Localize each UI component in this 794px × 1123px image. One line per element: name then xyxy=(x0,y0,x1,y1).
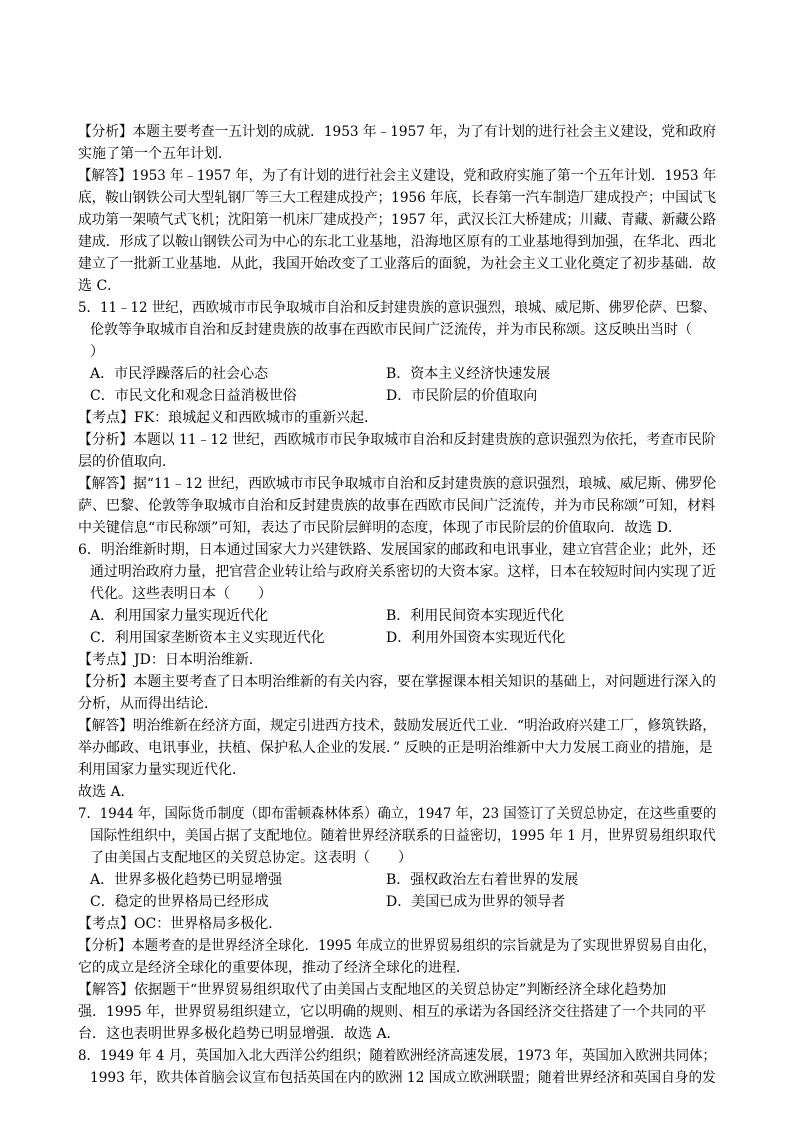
option-a: A．市民浮躁落后的社会心态 xyxy=(90,366,269,382)
option-b: B．利用民间资本实现近代化 xyxy=(386,608,565,624)
solution-line: 故选 A． xyxy=(78,784,135,800)
solution-line: 中关键信息“市民称颂”可知，表达了市民阶层鲜明的态度，体现了市民阶层的价值取向．故选 D． xyxy=(78,520,682,536)
option-a: A．利用国家力量实现近代化 xyxy=(90,608,269,624)
option-d: D．利用外国资本实现近代化 xyxy=(386,630,566,646)
analysis-line: 实施了第一个五年计划． xyxy=(78,146,232,162)
solution-line: 萨、巴黎、伦敦等争取城市自治和反封建贵族的故事在西欧市民间广泛流传，并为市民称颂”可知，材料 xyxy=(78,498,716,514)
solution-line: 建立了一批新工业基地．从此，我国开始改变了工业落后的面貌，为社会主义工业化奠定了初步基础．故 xyxy=(78,256,717,272)
analysis-line: 它的成立是经济全球化的重要体现，推动了经济全球化的进程． xyxy=(78,960,470,976)
question-8-stem: 1993 年，欧共体首脑会议宣布包括英国在内的欧洲 12 国成立欧洲联盟；随着世界经济和英国自身的发 xyxy=(90,1070,716,1086)
solution-line: 【解答】明治维新在经济方面，规定引进西方技术，鼓励发展近代工业．“明治政府兴建工厂，修筑铁路， xyxy=(78,718,717,734)
option-c: C．市民文化和观念日益消极世俗 xyxy=(90,388,297,404)
solution-line: 【解答】1953 年﹣1957 年，为了有计划的进行社会主义建设，党和政府实施了第一个五年计划．1953 年 xyxy=(78,168,717,184)
solution-line: 选 C． xyxy=(78,278,122,294)
knowledge-point-line: 【考点】OC：世界格局多极化． xyxy=(78,916,283,932)
option-a: A．世界多极化趋势已明显增强 xyxy=(90,872,283,888)
question-6-stem: 代化。这些表明日本（ ） xyxy=(90,586,272,602)
question-7-stem: 7．1944 年，国际货币制度（即布雷顿森林体系）确立，1947 年，23 国签订了关贸总协定，在这些重要的 xyxy=(78,806,717,822)
option-c: C．利用国家垄断资本主义实现近代化 xyxy=(90,630,325,646)
solution-line: 台．这也表明世界多极化趋势已明显增强．故选 A． xyxy=(78,1026,401,1042)
option-d: D．市民阶层的价值取向 xyxy=(386,388,538,404)
solution-line: 成功第一架喷气式飞机；沈阳第一机床厂建成投产；1957 年，武汉长江大桥建成；川藏、青藏、新藏公路 xyxy=(78,212,717,228)
solution-line: 【解答】据“11﹣12 世纪，西欧城市市民争取城市自治和反封建贵族的意识强烈，琅城、威尼斯、佛罗伦 xyxy=(78,476,717,492)
option-b: B．强权政治左右着世界的发展 xyxy=(386,872,579,888)
analysis-line: 分析，从而得出结论． xyxy=(78,696,218,712)
analysis-line: 【分析】本题考查的是世界经济全球化．1995 年成立的世界贸易组织的宗旨就是为了实现世界贸易自由化， xyxy=(78,938,717,954)
option-d: D．美国已成为世界的领导者 xyxy=(386,894,566,910)
question-8-stem: 8．1949 年 4 月，英国加入北大西洋公约组织；随着欧洲经济高速发展，1973 年，英国加入欧洲共同体； xyxy=(78,1048,716,1064)
question-7-stem: 国际性组织中，美国占据了支配地位。随着世界经济联系的日益密切，1995 年 1 月，世界贸易组织取代 xyxy=(90,828,716,844)
solution-line: 【解答】依据题干“世界贸易组织取代了由美国占支配地区的关贸总协定”判断经济全球化趋势加 xyxy=(78,982,667,998)
analysis-line: 层的价值取向． xyxy=(78,454,176,470)
analysis-line: 【分析】本题以 11﹣12 世纪，西欧城市市民争取城市自治和反封建贵族的意识强烈为依托，考查市民阶 xyxy=(78,432,716,448)
solution-line: 强．1995 年，世界贸易组织建立，它以明确的规则、相互的承诺为各国经济交往搭建了一个共同的平 xyxy=(78,1004,707,1020)
question-6-stem: 通过明治政府力量，把官营企业转让给与政府关系密切的大资本家。这样，日本在较短时间内实现了近 xyxy=(90,564,717,580)
knowledge-point-line: 【考点】JD：日本明治维新． xyxy=(78,652,263,668)
question-5-stem: 伦敦等争取城市自治和反封建贵族的故事在西欧市民间广泛流传，并为市民称颂。这反映出当时（ xyxy=(90,322,692,338)
option-b: B．资本主义经济快速发展 xyxy=(386,366,551,382)
solution-line: 建成．形成了以鞍山钢铁公司为中心的东北工业基地，沿海地区原有的工业基地得到加强，在华北、西北 xyxy=(78,234,717,250)
analysis-line: 【分析】本题主要考查一五计划的成就．1953 年﹣1957 年，为了有计划的进行社会主义建设，党和政府 xyxy=(78,124,717,140)
knowledge-point-line: 【考点】FK：琅城起义和西欧城市的重新兴起． xyxy=(78,410,379,426)
analysis-line: 【分析】本题主要考查了日本明治维新的有关内容，要在掌握课本相关知识的基础上，对问题进行深入的 xyxy=(78,674,717,690)
question-7-stem: 了由美国占支配地区的关贸总协定。这表明（ ） xyxy=(90,850,412,866)
solution-line: 举办邮政、电讯事业，扶植、保护私人企业的发展．” 反映的正是明治维新中大力发展工商业的措施，是 xyxy=(78,740,713,756)
question-5-stem: 5．11﹣12 世纪，西欧城市市民争取城市自治和反封建贵族的意识强烈，琅城、威尼斯、佛罗伦萨、巴黎、 xyxy=(78,300,716,316)
solution-line: 利用国家力量实现近代化． xyxy=(78,762,246,778)
question-6-stem: 6．明治维新时期，日本通过国家大力兴建铁路、发展国家的邮政和电讯事业，建立官营企业；此外，还 xyxy=(78,542,716,558)
question-5-stem: ） xyxy=(90,344,104,360)
option-c: C．稳定的世界格局已经形成 xyxy=(90,894,269,910)
solution-line: 底，鞍山钢铁公司大型轧钢厂等三大工程建成投产；1956 年底，长春第一汽车制造厂建成投产；中国试飞 xyxy=(78,190,717,206)
